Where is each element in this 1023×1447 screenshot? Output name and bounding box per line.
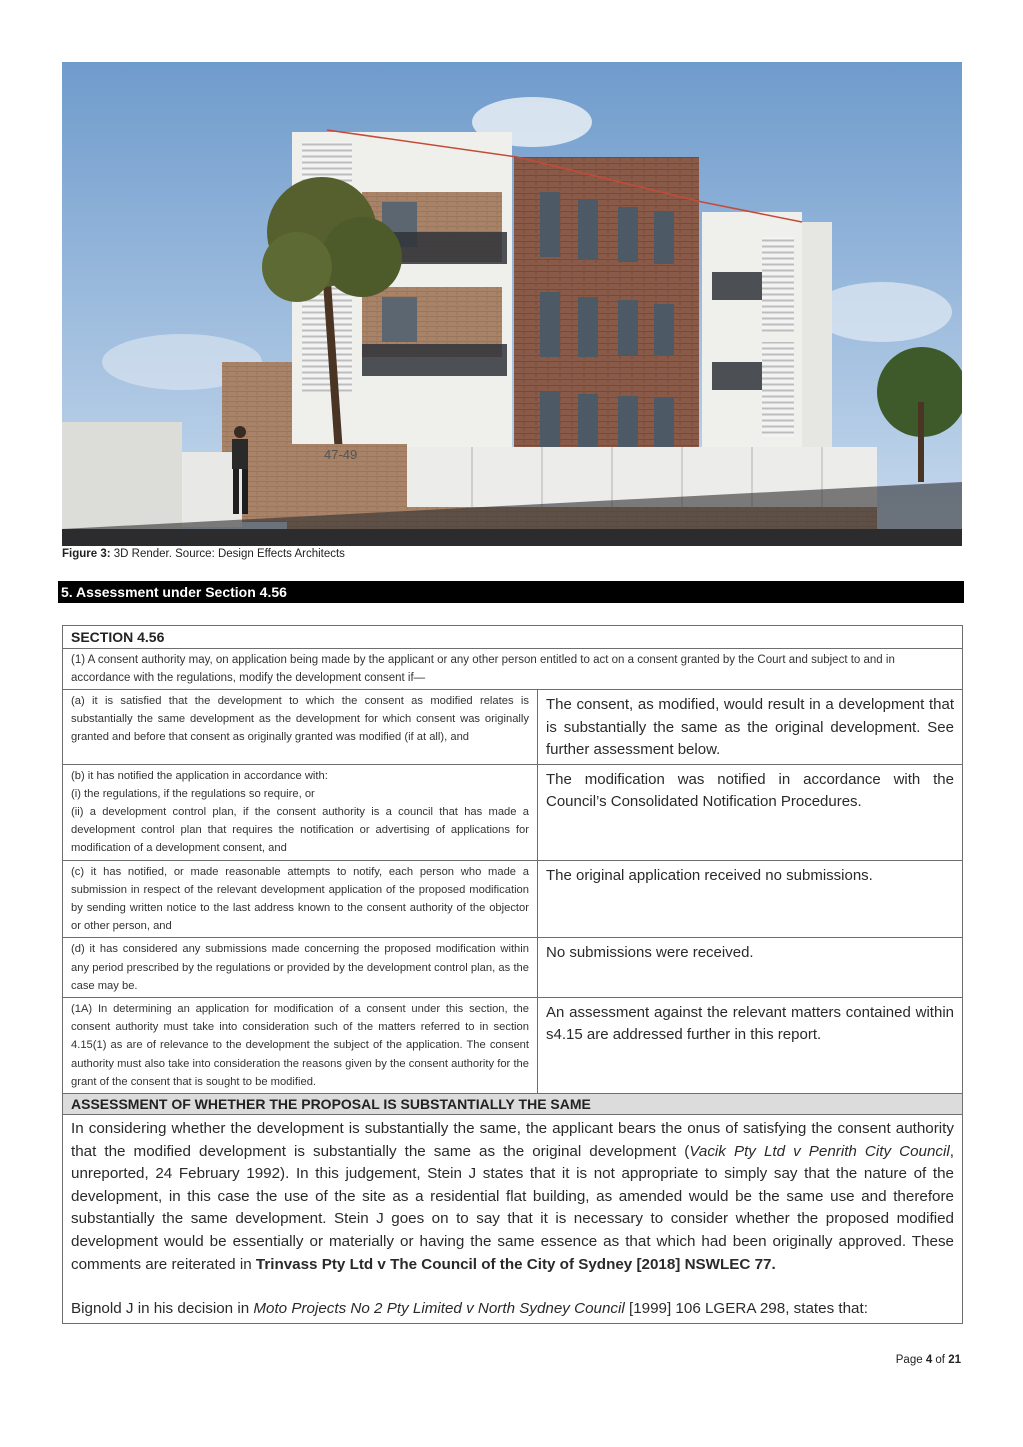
building-render-image xyxy=(62,62,962,546)
criterion-d: (d) it has considered any submissions made concerning the proposed modification within any period prescribed by the regulations or provided by the development control plan, as the case may be. xyxy=(63,938,538,998)
criterion-b-line: (b) it has notified the application in accordance with: xyxy=(71,769,328,782)
criterion-a: (a) it is satisfied that the development to which the consent as modified relates is substantially the same development as the development for which consent was originally granted and before that consent as originally granted was modified (if at all), and xyxy=(63,690,538,765)
table-row xyxy=(63,690,963,765)
response-1a: An assessment against the relevant matters contained within s4.15 are addressed further in this report. xyxy=(538,997,963,1093)
assessment-body xyxy=(63,1114,963,1323)
response-b: The modification was notified in accordance with the Council’s Consolidated Notification Procedures. xyxy=(538,764,963,860)
response-c: The original application received no submissions. xyxy=(538,860,963,938)
section-heading: 5. Assessment under Section 4.56 xyxy=(58,581,964,603)
table-header: SECTION 4.56 xyxy=(63,626,963,649)
criterion-b-line: (i) the regulations, if the regulations so require, or xyxy=(71,787,315,800)
address-sign: 47-49 xyxy=(324,447,358,462)
table-row xyxy=(63,764,963,860)
criterion-b-line: (ii) a development control plan, if the consent authority is a council that has made a development control plan that requires the notification or advertising of applications for modification of a development consent, and xyxy=(71,805,529,855)
case-citation: Vacik Pty Ltd v Penrith City Council xyxy=(689,1142,950,1160)
page-word: Page xyxy=(895,1354,926,1366)
criterion-1a: (1A) In determining an application for modification of a consent under this section, the consent authority must take into consideration such of the matters referred to in section 4.15(1) as are of relevance to the development the subject of the application. The consent authority must also take into consideration the reasons given by the consent authority for the grant of the consent that is sought to be modified. xyxy=(63,997,538,1093)
table-row xyxy=(63,938,963,998)
case-citation-bold: Trinvass Pty Ltd v The Council of the City of Sydney [2018] NSWLEC 77. xyxy=(255,1255,776,1273)
table-intro-row xyxy=(63,649,963,690)
table-row xyxy=(63,997,963,1093)
table-intro: (1) A consent authority may, on application being made by the applicant or any other person entitled to act on a consent granted by the Court and subject to and in accordance with the regulations, modify the development consent if— xyxy=(63,649,963,690)
paragraph-text: Bignold J in his decision in xyxy=(71,1300,254,1318)
response-d: No submissions were received. xyxy=(538,938,963,998)
table-header-row xyxy=(63,626,963,649)
assessment-paragraph-2 xyxy=(71,1298,954,1321)
assessment-header: ASSESSMENT OF WHETHER THE PROPOSAL IS SUBSTANTIALLY THE SAME xyxy=(63,1093,963,1114)
table-row xyxy=(63,860,963,938)
response-a: The consent, as modified, would result in a development that is substantially the same as the original development. See further assessment below. xyxy=(538,690,963,765)
case-citation: Moto Projects No 2 Pty Limited v North Sydney Council xyxy=(253,1300,625,1318)
criterion-b xyxy=(63,764,538,860)
assessment-body-row xyxy=(63,1114,963,1323)
assessment-header-row xyxy=(63,1093,963,1114)
criterion-c: (c) it has notified, or made reasonable attempts to notify, each person who made a submission in respect of the relevant development application of the proposed modification by sending written notice to the last address known to the consent authority of the objector or other person, and xyxy=(63,860,538,938)
paragraph-text: [1999] 106 LGERA 298, states that: xyxy=(624,1300,868,1318)
building-render-figure xyxy=(62,62,962,546)
assessment-paragraph-1 xyxy=(71,1118,954,1276)
page-number xyxy=(896,1354,961,1366)
page-current: 4 xyxy=(925,1354,933,1366)
paragraph-text: , unreported, 24 February 1992). In this judgement, Stein J states that it is not appropriate to simply say that the nature of the development, in this case the use of the site as a residential flat building, as amended would be the same use and therefore substantially the same development. Stein J goes on to say that it is necessary to consider whether the proposed modified development would be essentially or materially or having the same essence as that which had been originally approved. These comments are reiterated in xyxy=(71,1142,954,1273)
caption-label: Figure 3: xyxy=(62,548,111,560)
figure-caption xyxy=(62,548,345,560)
paragraph-text: In considering whether the development is substantially the same, the applicant bears the onus of satisfying the consent authority that the modified development is substantially the same as the original development ( xyxy=(71,1119,954,1160)
page-of: of xyxy=(932,1354,949,1366)
page-total: 21 xyxy=(948,1354,961,1366)
section-4-56-table xyxy=(62,625,963,1324)
caption-text: 3D Render. Source: Design Effects Architects xyxy=(110,548,345,560)
